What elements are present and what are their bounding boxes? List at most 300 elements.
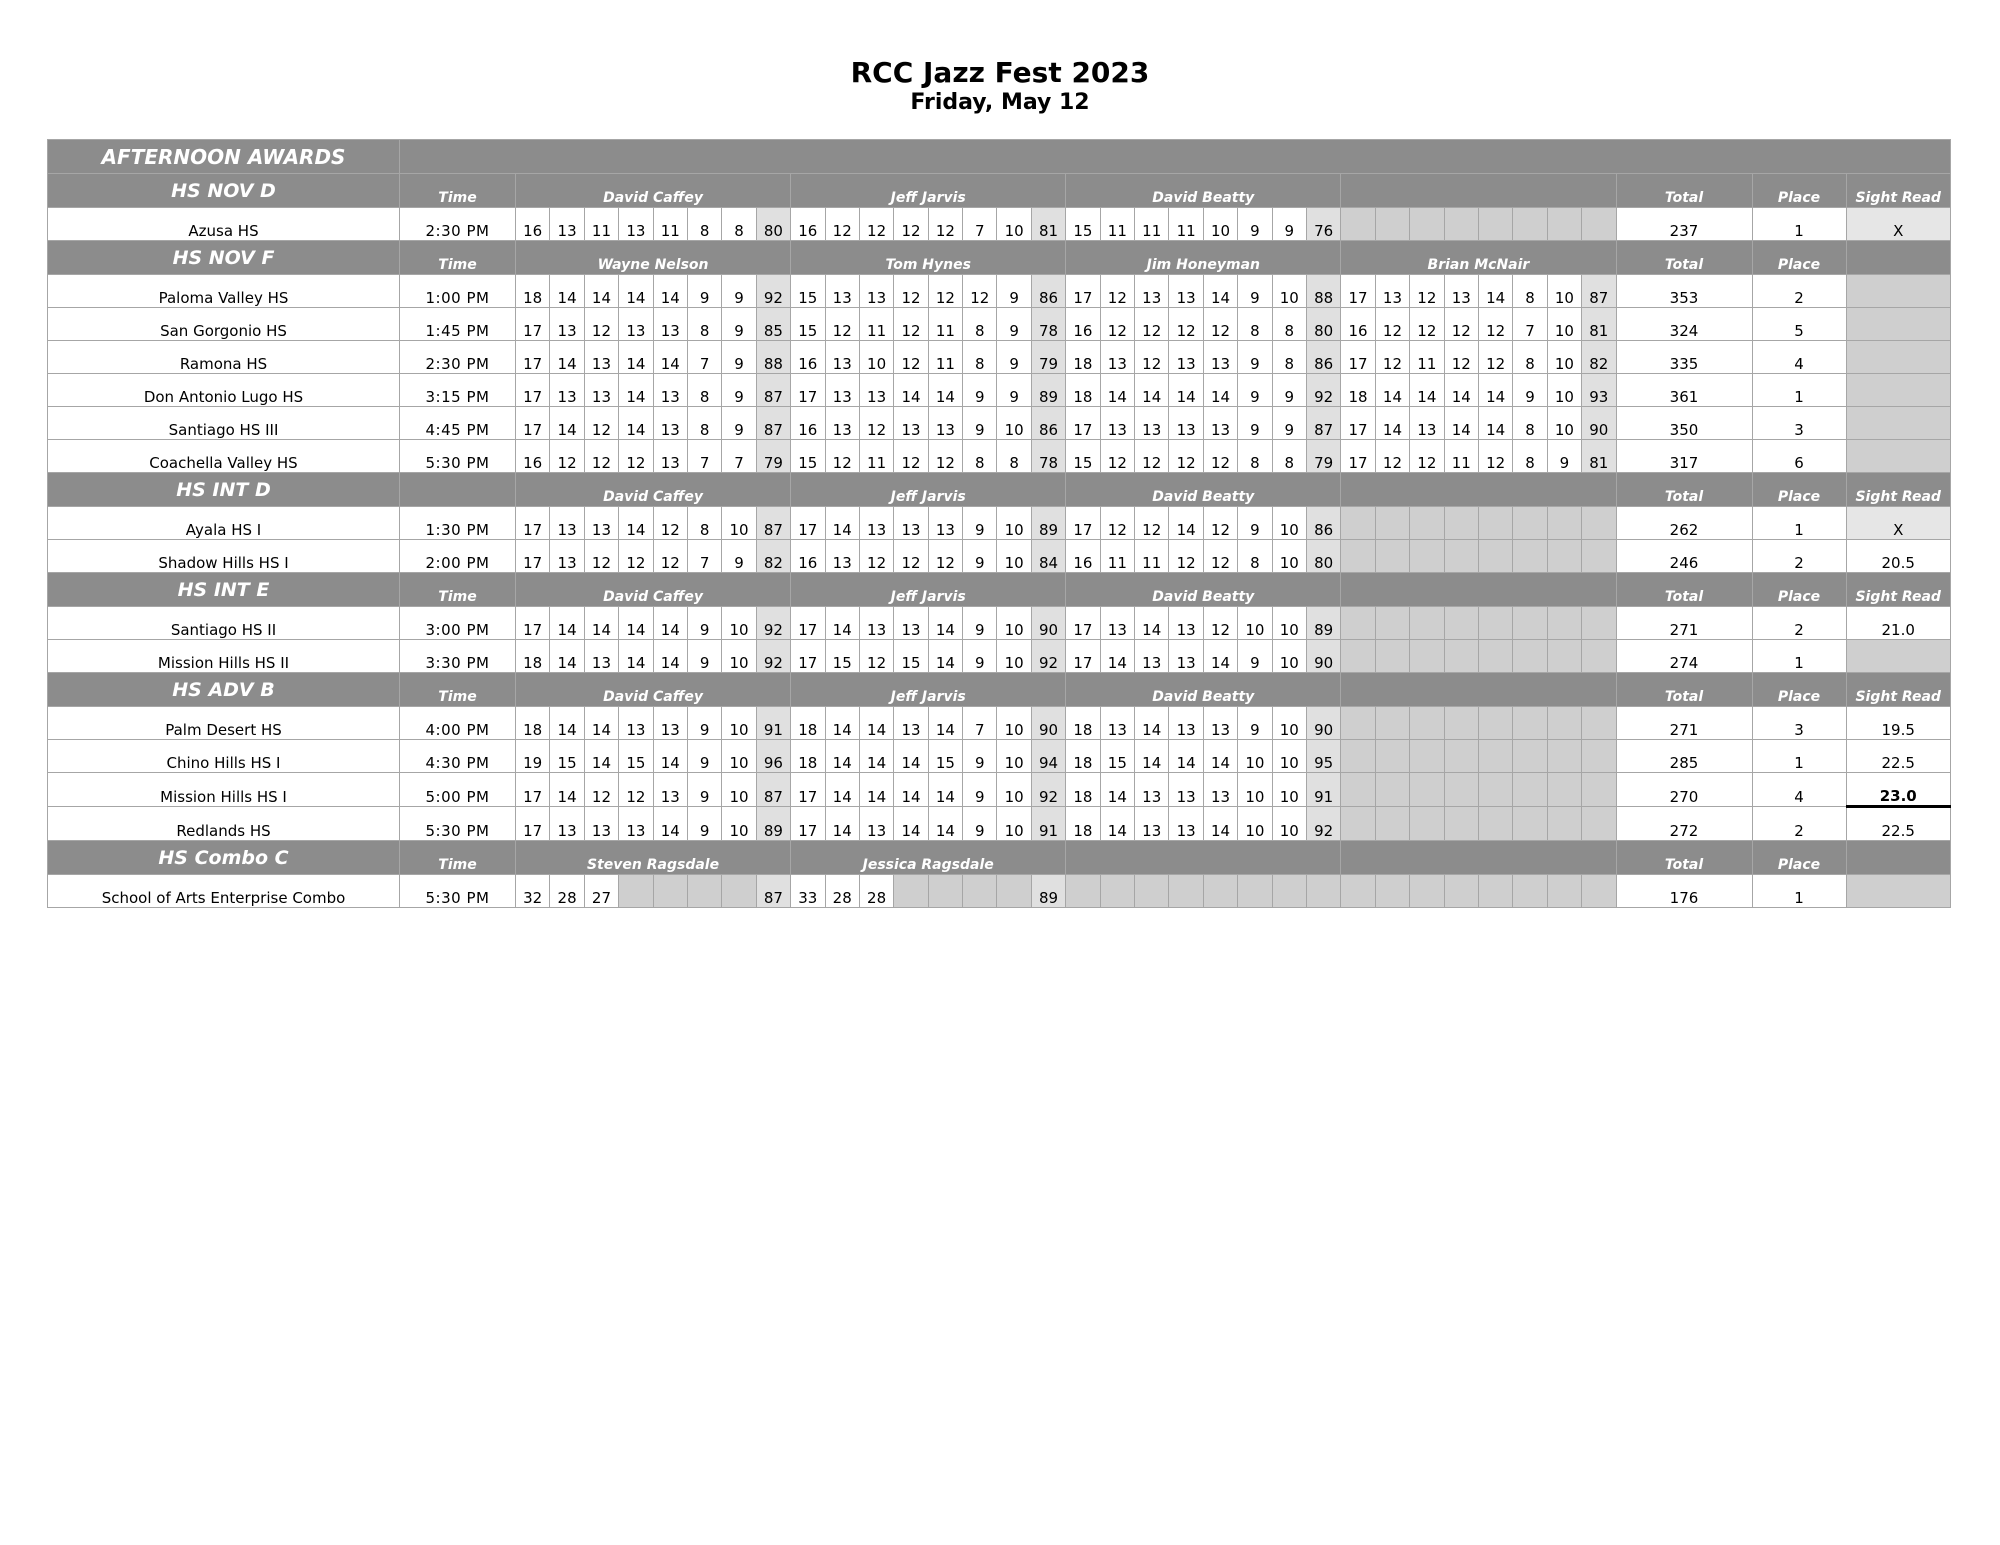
total-score: 285 bbox=[1616, 740, 1752, 773]
score-cell: 9 bbox=[963, 540, 997, 573]
judge-name: Brian McNair bbox=[1341, 241, 1616, 275]
score-cell: 14 bbox=[653, 341, 687, 374]
score-cell: 14 bbox=[1135, 740, 1169, 773]
school-name: Don Antonio Lugo HS bbox=[48, 374, 400, 407]
score-cell: 10 bbox=[1547, 407, 1581, 440]
score-cell: 14 bbox=[550, 640, 584, 673]
school-name: Palm Desert HS bbox=[48, 707, 400, 740]
place-value: 6 bbox=[1752, 440, 1846, 473]
score-cell: 12 bbox=[619, 540, 653, 573]
place-value: 3 bbox=[1752, 707, 1846, 740]
score-cell: 17 bbox=[516, 374, 550, 407]
judge-name: David Caffey bbox=[516, 573, 791, 607]
score-cell: 14 bbox=[653, 640, 687, 673]
score-cell: 13 bbox=[584, 341, 618, 374]
score-cell: 10 bbox=[722, 707, 756, 740]
score-cell: 13 bbox=[825, 407, 859, 440]
category-name: HS NOV F bbox=[48, 241, 400, 275]
score-cell: 9 bbox=[722, 308, 756, 341]
score-cell: 12 bbox=[894, 275, 928, 308]
empty-score-cell bbox=[1410, 707, 1444, 740]
score-cell: 15 bbox=[1066, 440, 1100, 473]
judge-subtotal: 87 bbox=[756, 875, 790, 908]
score-cell: 13 bbox=[584, 640, 618, 673]
score-cell: 13 bbox=[1135, 407, 1169, 440]
score-cell: 13 bbox=[653, 707, 687, 740]
score-cell: 12 bbox=[894, 341, 928, 374]
empty-score-cell bbox=[1066, 875, 1100, 908]
score-cell: 14 bbox=[859, 707, 893, 740]
score-cell: 9 bbox=[687, 640, 721, 673]
time-column-label: Time bbox=[400, 174, 516, 208]
score-cell: 12 bbox=[825, 440, 859, 473]
time-column-label: Time bbox=[400, 673, 516, 707]
score-cell: 12 bbox=[1375, 341, 1409, 374]
category-header-hs-adv-b bbox=[48, 673, 1951, 707]
score-cell: 19 bbox=[516, 740, 550, 773]
sight-read-value: 23.0 bbox=[1846, 773, 1950, 807]
empty-score-cell bbox=[1547, 875, 1581, 908]
score-cell: 13 bbox=[1169, 640, 1203, 673]
score-cell: 13 bbox=[550, 807, 584, 841]
score-cell bbox=[894, 875, 928, 908]
category-header-hs-nov-f bbox=[48, 241, 1951, 275]
score-cell: 12 bbox=[1478, 308, 1512, 341]
page-title: RCC Jazz Fest 2023 bbox=[850, 56, 1150, 89]
score-cell: 14 bbox=[1100, 640, 1134, 673]
judge-name: David Beatty bbox=[1066, 174, 1341, 208]
score-cell: 10 bbox=[997, 540, 1031, 573]
score-cell: 14 bbox=[1478, 407, 1512, 440]
performance-time: 4:45 PM bbox=[400, 407, 516, 440]
score-cell: 14 bbox=[550, 707, 584, 740]
score-cell: 15 bbox=[825, 640, 859, 673]
score-cell: 10 bbox=[1238, 807, 1272, 841]
table-row bbox=[48, 275, 1951, 308]
empty-score-cell bbox=[1513, 507, 1547, 540]
judge-subtotal: 78 bbox=[1031, 308, 1065, 341]
empty-score-cell bbox=[1444, 607, 1478, 640]
score-cell: 14 bbox=[1135, 607, 1169, 640]
score-cell: 12 bbox=[1135, 341, 1169, 374]
score-cell: 17 bbox=[791, 374, 825, 407]
score-cell: 8 bbox=[1272, 308, 1306, 341]
empty-score-cell bbox=[1410, 507, 1444, 540]
empty-score-cell bbox=[1375, 640, 1409, 673]
score-cell: 11 bbox=[1410, 341, 1444, 374]
total-column-label: Total bbox=[1616, 241, 1752, 275]
score-cell: 14 bbox=[619, 407, 653, 440]
score-cell: 8 bbox=[1513, 440, 1547, 473]
score-cell: 8 bbox=[1238, 540, 1272, 573]
score-cell: 7 bbox=[687, 440, 721, 473]
judge-subtotal: 92 bbox=[1306, 807, 1340, 841]
empty-score-cell bbox=[1478, 540, 1512, 573]
score-cell: 12 bbox=[1100, 275, 1134, 308]
empty-score-cell bbox=[1513, 875, 1547, 908]
performance-time: 3:15 PM bbox=[400, 374, 516, 407]
score-cell: 16 bbox=[791, 540, 825, 573]
judge-name: Jeff Jarvis bbox=[791, 573, 1066, 607]
score-cell: 18 bbox=[1066, 341, 1100, 374]
score-cell: 12 bbox=[859, 540, 893, 573]
empty-score-cell bbox=[1513, 540, 1547, 573]
score-cell: 14 bbox=[825, 807, 859, 841]
empty-score-cell bbox=[1410, 540, 1444, 573]
score-cell: 13 bbox=[894, 507, 928, 540]
score-cell: 10 bbox=[1238, 773, 1272, 807]
empty-score-cell bbox=[1582, 773, 1616, 807]
performance-time: 5:30 PM bbox=[400, 440, 516, 473]
judge-subtotal: 92 bbox=[1031, 773, 1065, 807]
score-cell: 9 bbox=[963, 640, 997, 673]
score-cell: 14 bbox=[859, 740, 893, 773]
score-cell: 13 bbox=[859, 607, 893, 640]
score-cell: 14 bbox=[825, 740, 859, 773]
score-cell: 12 bbox=[894, 308, 928, 341]
empty-score-cell bbox=[1135, 875, 1169, 908]
judge-name: Steven Ragsdale bbox=[516, 841, 791, 875]
score-cell: 16 bbox=[791, 341, 825, 374]
place-value: 1 bbox=[1752, 374, 1846, 407]
score-cell: 9 bbox=[722, 374, 756, 407]
score-cell: 16 bbox=[1066, 308, 1100, 341]
place-value: 2 bbox=[1752, 807, 1846, 841]
score-cell: 13 bbox=[1169, 807, 1203, 841]
category-name: HS Combo C bbox=[48, 841, 400, 875]
judge-subtotal: 88 bbox=[1306, 275, 1340, 308]
score-cell: 12 bbox=[1375, 308, 1409, 341]
score-cell: 18 bbox=[516, 707, 550, 740]
score-cell: 10 bbox=[997, 807, 1031, 841]
place-value: 2 bbox=[1752, 540, 1846, 573]
score-cell: 10 bbox=[722, 507, 756, 540]
judge-name: Jeff Jarvis bbox=[791, 174, 1066, 208]
category-header-hs-nov-d bbox=[48, 174, 1951, 208]
performance-time: 2:30 PM bbox=[400, 341, 516, 374]
empty-score-cell bbox=[1169, 875, 1203, 908]
score-cell: 14 bbox=[1478, 374, 1512, 407]
score-cell: 12 bbox=[1203, 440, 1237, 473]
score-cell: 13 bbox=[619, 807, 653, 841]
score-cell: 13 bbox=[1169, 407, 1203, 440]
sight-read-value bbox=[1846, 308, 1950, 341]
empty-score-cell bbox=[1410, 607, 1444, 640]
score-cell: 12 bbox=[1100, 308, 1134, 341]
judge-name: David Beatty bbox=[1066, 473, 1341, 507]
score-cell: 12 bbox=[1169, 540, 1203, 573]
afternoon-awards-spacer bbox=[400, 140, 1951, 174]
score-cell: 7 bbox=[722, 440, 756, 473]
school-name: Coachella Valley HS bbox=[48, 440, 400, 473]
score-cell: 9 bbox=[963, 374, 997, 407]
empty-score-cell bbox=[1341, 640, 1375, 673]
score-cell: 10 bbox=[1203, 208, 1237, 241]
score-cell: 13 bbox=[825, 540, 859, 573]
score-cell: 15 bbox=[550, 740, 584, 773]
score-cell: 13 bbox=[1135, 275, 1169, 308]
time-column-label: Time bbox=[400, 841, 516, 875]
score-cell: 11 bbox=[859, 308, 893, 341]
score-cell: 8 bbox=[963, 341, 997, 374]
judge-subtotal: 89 bbox=[1031, 507, 1065, 540]
score-cell: 13 bbox=[550, 374, 584, 407]
score-cell: 13 bbox=[1135, 807, 1169, 841]
score-cell: 14 bbox=[584, 740, 618, 773]
empty-score-cell bbox=[1582, 540, 1616, 573]
sight-read-value: X bbox=[1846, 208, 1950, 241]
score-cell: 13 bbox=[894, 407, 928, 440]
score-cell: 14 bbox=[825, 707, 859, 740]
table-row bbox=[48, 308, 1951, 341]
empty-score-cell bbox=[1444, 707, 1478, 740]
total-column-label: Total bbox=[1616, 841, 1752, 875]
judge-name: Wayne Nelson bbox=[516, 241, 791, 275]
empty-score-cell bbox=[1375, 807, 1409, 841]
score-cell: 13 bbox=[1135, 773, 1169, 807]
score-cell: 15 bbox=[894, 640, 928, 673]
score-cell: 17 bbox=[1341, 407, 1375, 440]
table-row bbox=[48, 875, 1951, 908]
score-cell: 17 bbox=[1066, 607, 1100, 640]
score-cell: 8 bbox=[687, 208, 721, 241]
empty-score-cell bbox=[1513, 208, 1547, 241]
score-cell: 14 bbox=[550, 773, 584, 807]
category-name: HS NOV D bbox=[48, 174, 400, 208]
score-cell: 14 bbox=[1203, 275, 1237, 308]
afternoon-awards-row bbox=[48, 140, 1951, 174]
total-score: 353 bbox=[1616, 275, 1752, 308]
score-cell: 17 bbox=[516, 341, 550, 374]
score-cell: 14 bbox=[894, 773, 928, 807]
judge-subtotal: 81 bbox=[1582, 308, 1616, 341]
judge-subtotal: 86 bbox=[1031, 407, 1065, 440]
category-name: HS INT D bbox=[48, 473, 400, 507]
score-cell: 16 bbox=[516, 440, 550, 473]
total-score: 350 bbox=[1616, 407, 1752, 440]
time-column-label bbox=[400, 473, 516, 507]
score-cell: 17 bbox=[1066, 407, 1100, 440]
score-cell: 14 bbox=[1203, 374, 1237, 407]
score-cell: 14 bbox=[928, 374, 962, 407]
score-cell: 13 bbox=[894, 707, 928, 740]
score-cell: 13 bbox=[859, 507, 893, 540]
score-cell: 11 bbox=[1100, 540, 1134, 573]
school-name: School of Arts Enterprise Combo bbox=[48, 875, 400, 908]
judge-subtotal: 85 bbox=[756, 308, 790, 341]
score-cell: 14 bbox=[1169, 507, 1203, 540]
empty-score-cell bbox=[1444, 740, 1478, 773]
empty-score-cell bbox=[1444, 640, 1478, 673]
score-cell: 13 bbox=[1203, 407, 1237, 440]
school-name: Shadow Hills HS I bbox=[48, 540, 400, 573]
score-cell: 12 bbox=[653, 507, 687, 540]
score-cell: 14 bbox=[653, 607, 687, 640]
empty-score-cell bbox=[1444, 208, 1478, 241]
judge-subtotal: 87 bbox=[756, 507, 790, 540]
score-cell: 18 bbox=[1066, 740, 1100, 773]
empty-score-cell bbox=[1478, 773, 1512, 807]
judge-subtotal: 92 bbox=[756, 640, 790, 673]
empty-score-cell bbox=[1444, 807, 1478, 841]
empty-score-cell bbox=[1513, 773, 1547, 807]
score-cell: 14 bbox=[928, 707, 962, 740]
score-cell: 10 bbox=[1272, 740, 1306, 773]
judge-subtotal: 82 bbox=[756, 540, 790, 573]
table-row bbox=[48, 507, 1951, 540]
score-cell: 13 bbox=[653, 407, 687, 440]
total-score: 237 bbox=[1616, 208, 1752, 241]
total-score: 272 bbox=[1616, 807, 1752, 841]
sight-read-value: 22.5 bbox=[1846, 740, 1950, 773]
score-cell: 7 bbox=[1513, 308, 1547, 341]
score-cell: 10 bbox=[859, 341, 893, 374]
total-column-label: Total bbox=[1616, 473, 1752, 507]
score-cell: 10 bbox=[722, 740, 756, 773]
empty-score-cell bbox=[1341, 607, 1375, 640]
score-cell: 12 bbox=[1135, 440, 1169, 473]
score-cell: 7 bbox=[963, 707, 997, 740]
empty-score-cell bbox=[1341, 773, 1375, 807]
score-cell: 13 bbox=[584, 507, 618, 540]
total-column-label: Total bbox=[1616, 673, 1752, 707]
empty-score-cell bbox=[1547, 740, 1581, 773]
score-cell: 10 bbox=[997, 773, 1031, 807]
score-cell: 8 bbox=[1513, 407, 1547, 440]
performance-time: 5:00 PM bbox=[400, 773, 516, 807]
score-cell: 12 bbox=[550, 440, 584, 473]
score-cell: 10 bbox=[1547, 308, 1581, 341]
empty-score-cell bbox=[1238, 875, 1272, 908]
score-cell: 10 bbox=[997, 607, 1031, 640]
score-cell: 13 bbox=[1410, 407, 1444, 440]
sight-read-column-label: Sight Read bbox=[1846, 174, 1950, 208]
school-name: Santiago HS III bbox=[48, 407, 400, 440]
score-cell: 18 bbox=[1066, 773, 1100, 807]
score-cell: 16 bbox=[1066, 540, 1100, 573]
score-cell: 9 bbox=[722, 407, 756, 440]
place-column-label: Place bbox=[1752, 473, 1846, 507]
performance-time: 3:30 PM bbox=[400, 640, 516, 673]
score-cell: 14 bbox=[1169, 740, 1203, 773]
sight-read-value bbox=[1846, 440, 1950, 473]
empty-score-cell bbox=[1547, 773, 1581, 807]
score-cell: 13 bbox=[1169, 607, 1203, 640]
score-cell: 9 bbox=[687, 807, 721, 841]
score-cell: 14 bbox=[653, 275, 687, 308]
judge-subtotal: 89 bbox=[1306, 607, 1340, 640]
place-value: 2 bbox=[1752, 607, 1846, 640]
empty-score-cell bbox=[1582, 640, 1616, 673]
judge-name: David Caffey bbox=[516, 174, 791, 208]
sight-read-value: 22.5 bbox=[1846, 807, 1950, 841]
score-cell: 8 bbox=[963, 308, 997, 341]
score-cell: 13 bbox=[1100, 407, 1134, 440]
score-cell: 11 bbox=[859, 440, 893, 473]
score-cell: 13 bbox=[584, 807, 618, 841]
score-cell: 17 bbox=[1066, 275, 1100, 308]
performance-time: 1:45 PM bbox=[400, 308, 516, 341]
score-cell: 13 bbox=[825, 341, 859, 374]
score-cell: 13 bbox=[825, 374, 859, 407]
score-cell: 12 bbox=[653, 540, 687, 573]
table-row bbox=[48, 707, 1951, 740]
score-cell: 16 bbox=[791, 407, 825, 440]
total-score: 246 bbox=[1616, 540, 1752, 573]
performance-time: 3:00 PM bbox=[400, 607, 516, 640]
empty-score-cell bbox=[1306, 875, 1340, 908]
score-cell: 13 bbox=[653, 308, 687, 341]
place-value: 2 bbox=[1752, 275, 1846, 308]
score-cell bbox=[687, 875, 721, 908]
empty-score-cell bbox=[1375, 607, 1409, 640]
score-cell: 11 bbox=[1135, 540, 1169, 573]
score-cell: 13 bbox=[894, 607, 928, 640]
score-cell: 9 bbox=[1513, 374, 1547, 407]
score-cell: 14 bbox=[653, 807, 687, 841]
score-cell: 14 bbox=[619, 275, 653, 308]
score-cell: 10 bbox=[1547, 374, 1581, 407]
empty-score-cell bbox=[1478, 807, 1512, 841]
judge-subtotal: 87 bbox=[756, 407, 790, 440]
empty-score-cell bbox=[1547, 640, 1581, 673]
score-cell: 10 bbox=[997, 208, 1031, 241]
empty-score-cell bbox=[1582, 507, 1616, 540]
empty-score-cell bbox=[1341, 540, 1375, 573]
school-name: Azusa HS bbox=[48, 208, 400, 241]
place-column-label: Place bbox=[1752, 673, 1846, 707]
empty-score-cell bbox=[1513, 640, 1547, 673]
score-cell: 15 bbox=[928, 740, 962, 773]
empty-score-cell bbox=[1547, 507, 1581, 540]
sight-read-value bbox=[1846, 341, 1950, 374]
school-name: Ramona HS bbox=[48, 341, 400, 374]
score-cell: 14 bbox=[1410, 374, 1444, 407]
judge-name: Jim Honeyman bbox=[1066, 241, 1341, 275]
sight-read-value: 19.5 bbox=[1846, 707, 1950, 740]
judge-subtotal: 90 bbox=[1031, 707, 1065, 740]
score-cell: 9 bbox=[687, 707, 721, 740]
score-cell: 12 bbox=[1478, 440, 1512, 473]
score-cell: 14 bbox=[1203, 740, 1237, 773]
score-cell bbox=[722, 875, 756, 908]
score-cell: 10 bbox=[997, 707, 1031, 740]
empty-score-cell bbox=[1582, 607, 1616, 640]
sight-read-value bbox=[1846, 875, 1950, 908]
empty-score-cell bbox=[1444, 773, 1478, 807]
judge-name: David Beatty bbox=[1066, 673, 1341, 707]
judge-subtotal: 86 bbox=[1031, 275, 1065, 308]
score-cell: 15 bbox=[791, 308, 825, 341]
time-column-label: Time bbox=[400, 573, 516, 607]
table-row bbox=[48, 540, 1951, 573]
judge-subtotal: 90 bbox=[1582, 407, 1616, 440]
judge-subtotal: 89 bbox=[1031, 374, 1065, 407]
score-cell: 10 bbox=[1272, 707, 1306, 740]
empty-score-cell bbox=[1341, 807, 1375, 841]
score-cell: 10 bbox=[1272, 540, 1306, 573]
score-cell: 14 bbox=[1478, 275, 1512, 308]
score-cell: 14 bbox=[859, 773, 893, 807]
score-cell: 13 bbox=[653, 374, 687, 407]
score-cell: 9 bbox=[997, 308, 1031, 341]
afternoon-awards-label: AFTERNOON AWARDS bbox=[48, 140, 400, 174]
score-cell: 11 bbox=[1169, 208, 1203, 241]
total-column-label: Total bbox=[1616, 174, 1752, 208]
score-cell: 13 bbox=[619, 208, 653, 241]
table-row bbox=[48, 341, 1951, 374]
score-cell: 17 bbox=[791, 773, 825, 807]
